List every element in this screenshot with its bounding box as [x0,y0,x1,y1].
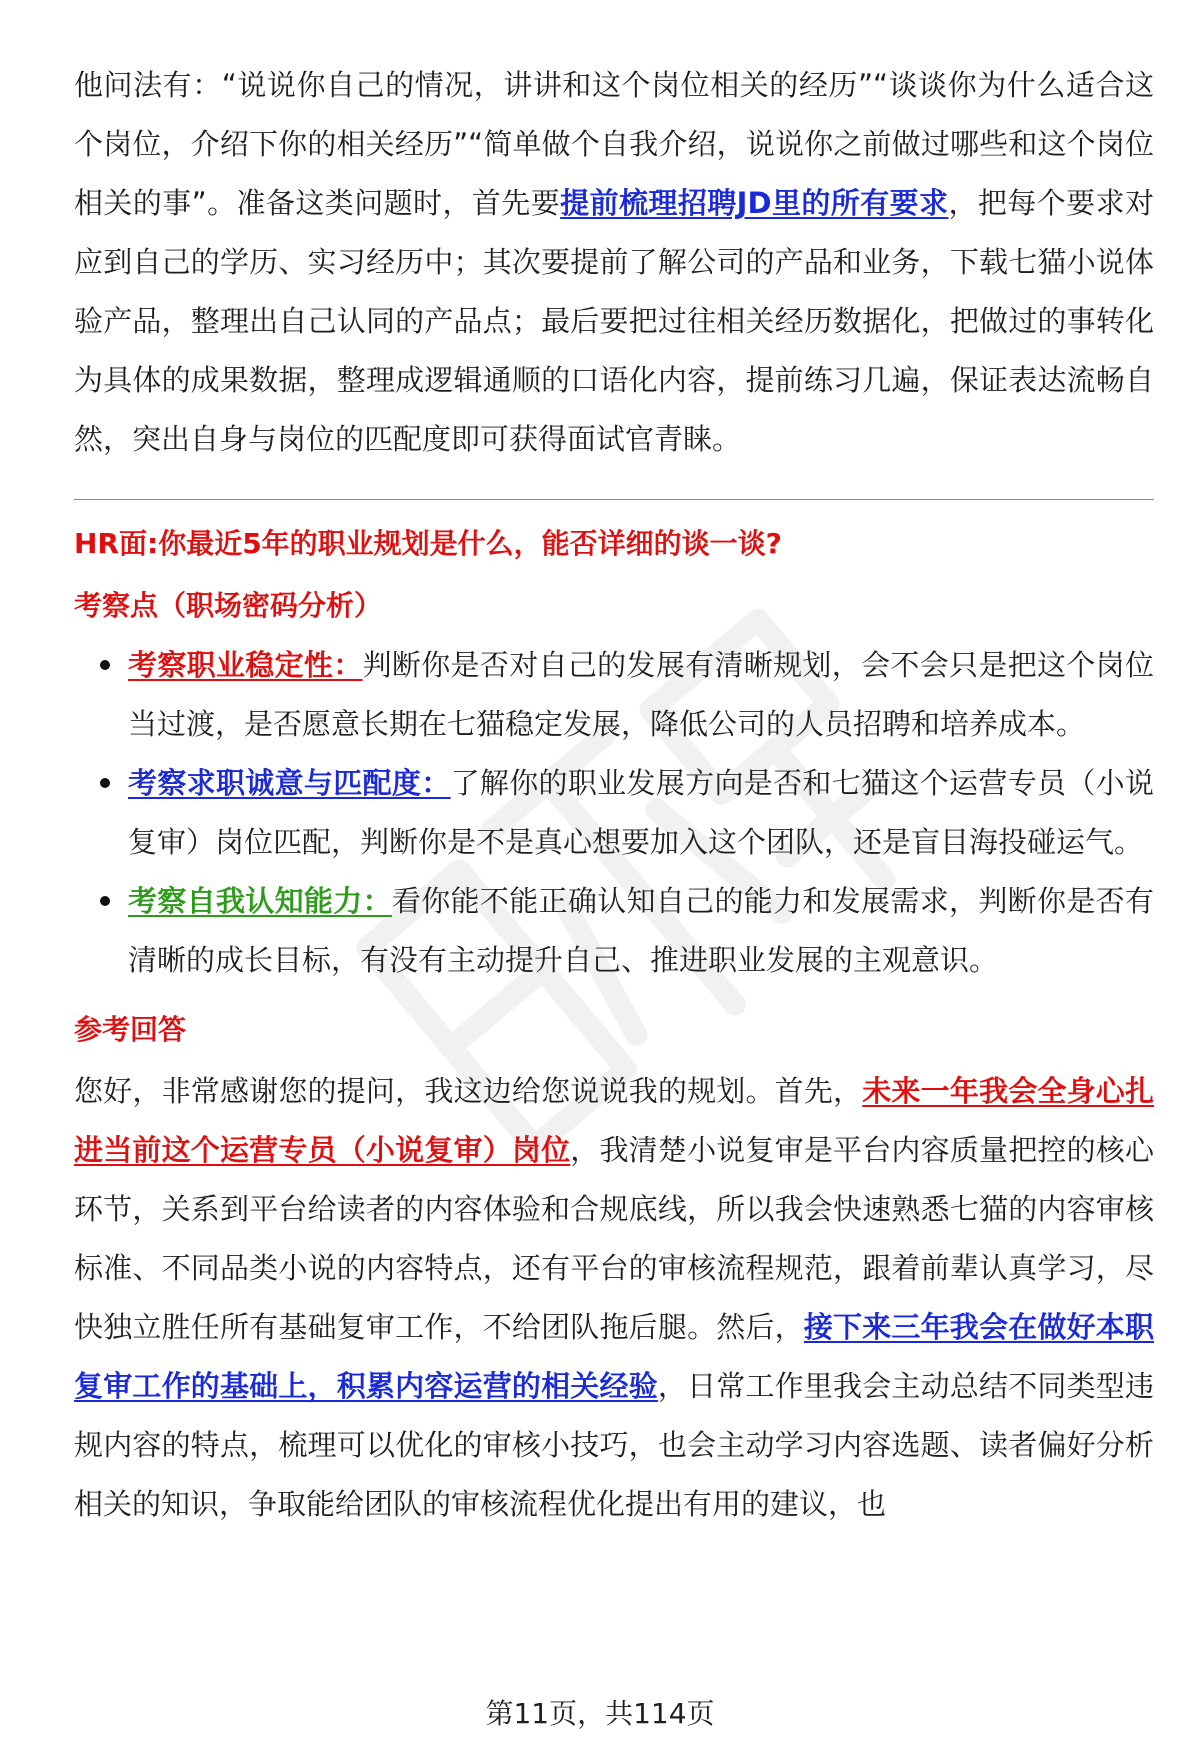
point-text: 看你能不能正确认知自己的能力和发展需求，判断你是否有清晰的成长目标，有没有主动提升自己、推进职业发展的主观意识。 [128,884,1154,977]
analysis-point [128,872,1154,990]
analysis-point [128,754,1154,872]
bullet-icon [100,896,110,906]
point-label: 考察自我认知能力： [128,884,392,918]
intro-paragraph [74,56,1154,469]
point-text: 判断你是否对自己的发展有清晰规划，会不会只是把这个岗位当过渡，是否愿意长期在七猫稳定发展，降低公司的人员招聘和培养成本。 [128,648,1154,741]
intro-text-before: 他问法有：“说说你自己的情况，讲讲和这个岗位相关的经历”“谈谈你为什么适合这个岗位，介绍下你的相关经历”“简单做个自我介绍，说说你之前做过哪些和这个岗位相关的事”。准备这类问题时，首先要 [74,68,1154,220]
analysis-point [128,636,1154,754]
answer-part-1: 您好，非常感谢您的提问，我这边给您说说我的规划。首先， [74,1074,863,1108]
analysis-title: 考察点（职场密码分析） [74,589,383,622]
answer-paragraph [74,1062,1154,1534]
intro-text-after: ，把每个要求对应到自己的学历、实习经历中；其次要提前了解公司的产品和业务，下载七猫小说体验产品，整理出自己认同的产品点；最后要把过往相关经历数据化，把做过的事转化为具体的成果数据，整理成逻辑通顺的口语化内容，提前练习几遍，保证表达流畅自然，突出自身与岗位的匹配度即可获得面试官青睐。 [74,186,1154,456]
answer-part-3: ，日常工作里我会主动总结不同类型违规内容的特点，梳理可以优化的审核小技巧，也会主动学习内容选题、读者偏好分析相关的知识，争取能给团队的审核流程优化提出有用的建议，也 [74,1369,1154,1521]
point-label: 考察职业稳定性： [128,648,363,682]
bullet-icon [100,660,110,670]
analysis-points-list [74,636,1154,990]
answer-highlight-2: 接下来三年我会在做好本职复审工作的基础上，积累内容运营的相关经验 [74,1310,1154,1403]
point-text: 了解你的职业发展方向是否和七猫这个运营专员（小说复审）岗位匹配，判断你是不是真心想要加入这个团队，还是盲目海投碰运气。 [128,766,1154,859]
section-divider [74,499,1154,500]
point-label: 考察求职诚意与匹配度： [128,766,451,800]
question-title: HR面:你最近5年的职业规划是什么，能否详细的谈一谈? [74,527,782,560]
page-footer: 第11页，共114页 [485,1697,715,1730]
answer-title: 参考回答 [74,1013,187,1046]
bullet-icon [100,778,110,788]
intro-highlight: 提前梳理招聘JD里的所有要求 [560,186,949,220]
answer-part-2: ，我清楚小说复审是平台内容质量把控的核心环节，关系到平台给读者的内容体验和合规底线，所以我会快速熟悉七猫的内容审核标准、不同品类小说的内容特点，还有平台的审核流程规范，跟着前辈认真学习，尽快独立胜任所有基础复审工作，不给团队拖后腿。然后， [74,1133,1154,1344]
answer-highlight-1: 未来一年我会全身心扎进当前这个运营专员（小说复审）岗位 [74,1074,1154,1167]
page-content [74,56,1154,1534]
